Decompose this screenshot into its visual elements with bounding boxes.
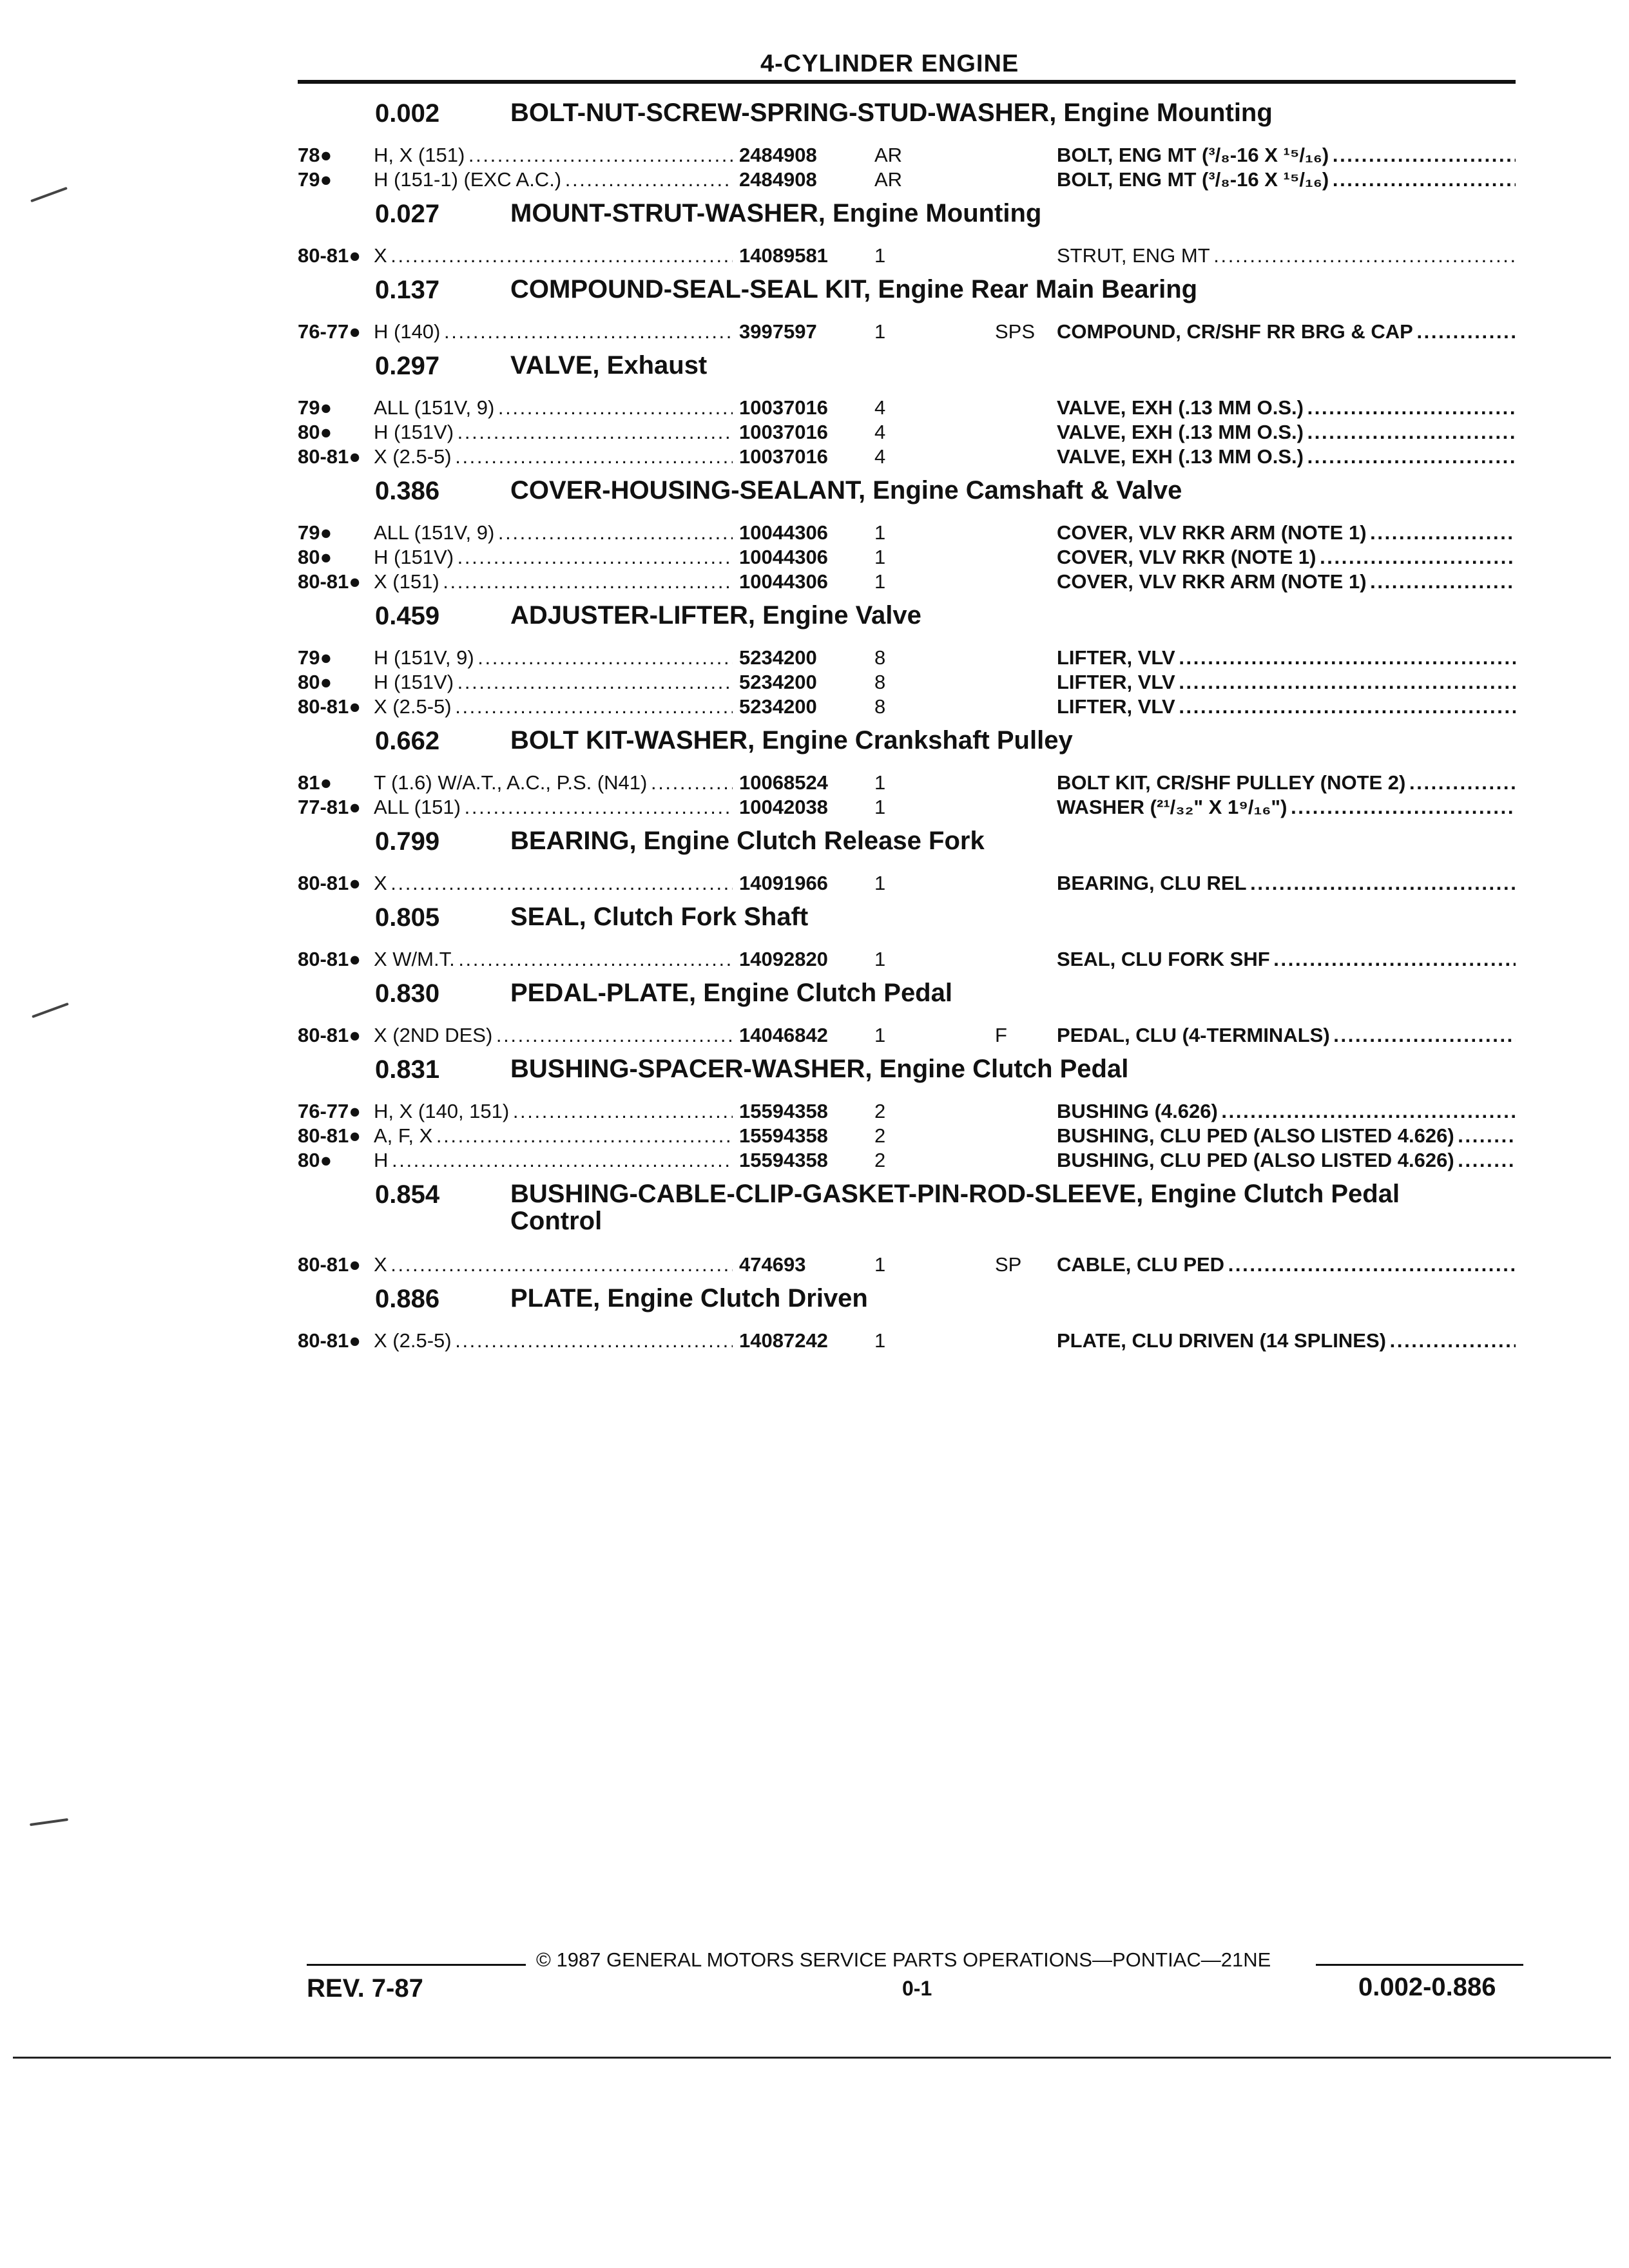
application: ALL (151V, 9) . . . xyxy=(374,396,799,419)
footer-rule-right xyxy=(1316,1964,1523,1966)
section-title: PEDAL-PLATE, Engine Clutch Pedal xyxy=(510,979,952,1007)
part-number: 474693 xyxy=(733,1253,805,1277)
part-number: 10042038 xyxy=(733,795,828,820)
application: X . . . xyxy=(374,1253,799,1276)
application: ALL (151) . . . xyxy=(374,796,799,818)
part-description: COMPOUND, CR/SHF RR BRG & CAP . . . xyxy=(1057,320,1516,343)
application: X . . . xyxy=(374,872,799,894)
part-row xyxy=(298,1124,1516,1148)
section-number: 0.886 xyxy=(375,1285,440,1313)
application: H (140) . . . xyxy=(374,320,799,343)
quantity: 1 xyxy=(874,521,886,544)
parts-section xyxy=(298,1177,1516,1277)
section-number: 0.831 xyxy=(375,1055,440,1084)
section-header xyxy=(298,899,1516,947)
quantity: 8 xyxy=(874,646,886,669)
part-description: BOLT, ENG MT (³/₈-16 X ¹⁵/₁₆) . . . xyxy=(1057,144,1516,166)
model-year: 76-77● xyxy=(298,1100,361,1122)
parts-list xyxy=(298,95,1516,1357)
description-cell xyxy=(1057,1253,1516,1277)
parts-section xyxy=(298,899,1516,972)
quantity: 2 xyxy=(874,1124,886,1147)
part-row xyxy=(298,670,1516,695)
part-description: LIFTER, VLV . . . xyxy=(1057,695,1516,718)
description-cell xyxy=(1057,1023,1516,1048)
parts-section xyxy=(298,1281,1516,1353)
model-year: 80-81● xyxy=(298,1329,361,1352)
section-header xyxy=(298,1177,1516,1253)
part-description: BEARING, CLU REL . . . xyxy=(1057,872,1516,894)
description-cell xyxy=(1057,396,1516,420)
part-number: 15594358 xyxy=(733,1148,828,1173)
application: H (151-1) (EXC A.C.) . . . xyxy=(374,168,799,191)
quantity: 1 xyxy=(874,872,886,894)
model-year: 80-81● xyxy=(298,948,361,970)
source-code: SPS xyxy=(995,320,1036,343)
section-header xyxy=(298,348,1516,396)
quantity: 4 xyxy=(874,445,886,468)
section-number: 0.830 xyxy=(375,979,440,1008)
model-year: 81● xyxy=(298,771,333,794)
part-description: BOLT, ENG MT (³/₈-16 X ¹⁵/₁₆) . . . xyxy=(1057,168,1516,191)
part-row xyxy=(298,1253,1516,1277)
parts-section xyxy=(298,95,1516,192)
description-cell xyxy=(1057,244,1516,268)
section-number: 0.854 xyxy=(375,1180,440,1209)
section-header xyxy=(298,272,1516,320)
part-row xyxy=(298,947,1516,972)
application: H (151V) . . . xyxy=(374,671,799,693)
part-description: VALVE, EXH (.13 MM O.S.) . . . xyxy=(1057,445,1516,468)
model-year: 77-81● xyxy=(298,796,361,818)
page-number: 0-1 xyxy=(902,1977,932,2000)
section-title: MOUNT-STRUT-WASHER, Engine Mounting xyxy=(510,199,1042,227)
part-row xyxy=(298,795,1516,820)
section-title: ADJUSTER-LIFTER, Engine Valve xyxy=(510,601,921,629)
description-cell xyxy=(1057,695,1516,719)
part-number: 14091966 xyxy=(733,871,828,896)
part-row xyxy=(298,1023,1516,1048)
quantity: 1 xyxy=(874,570,886,593)
section-title: BOLT-NUT-SCREW-SPRING-STUD-WASHER, Engine Mounting xyxy=(510,99,1273,127)
source-code: F xyxy=(995,1024,1007,1046)
part-row xyxy=(298,1329,1516,1353)
part-row xyxy=(298,646,1516,670)
application: H (151V, 9) . . . xyxy=(374,646,799,669)
application: X (151) . . . xyxy=(374,570,799,593)
model-year: 80-81● xyxy=(298,570,361,593)
quantity: 1 xyxy=(874,1024,886,1046)
quantity: 4 xyxy=(874,421,886,443)
quantity: AR xyxy=(874,144,903,166)
model-year: 80-81● xyxy=(298,1253,361,1276)
application: X . . . xyxy=(374,244,799,267)
part-row xyxy=(298,771,1516,795)
application: H (151V) . . . xyxy=(374,421,799,443)
section-number: 0.027 xyxy=(375,200,440,228)
model-year: 78● xyxy=(298,144,333,166)
description-cell xyxy=(1057,570,1516,594)
part-row xyxy=(298,396,1516,420)
section-title: COVER-HOUSING-SEALANT, Engine Camshaft & Valve xyxy=(510,476,1182,505)
description-cell xyxy=(1057,670,1516,695)
part-description: BOLT KIT, CR/SHF PULLEY (NOTE 2) . . . xyxy=(1057,771,1516,794)
model-year: 79● xyxy=(298,396,333,419)
part-description: VALVE, EXH (.13 MM O.S.) . . . xyxy=(1057,421,1516,443)
description-cell xyxy=(1057,320,1516,344)
part-number: 5234200 xyxy=(733,646,817,670)
scan-mark xyxy=(32,1003,69,1018)
section-header xyxy=(298,473,1516,521)
part-number: 10068524 xyxy=(733,771,828,795)
scan-mark xyxy=(30,1818,68,1826)
part-row xyxy=(298,1148,1516,1173)
part-number: 15594358 xyxy=(733,1099,828,1124)
application: H . . . xyxy=(374,1149,799,1171)
part-row xyxy=(298,871,1516,896)
quantity: 8 xyxy=(874,671,886,693)
application: H, X (151) . . . xyxy=(374,144,799,166)
model-year: 80● xyxy=(298,421,333,443)
section-title: BUSHING-SPACER-WASHER, Engine Clutch Pedal xyxy=(510,1055,1129,1083)
model-year: 79● xyxy=(298,168,333,191)
quantity: 1 xyxy=(874,244,886,267)
section-number: 0.799 xyxy=(375,827,440,856)
quantity: 1 xyxy=(874,1329,886,1352)
description-cell xyxy=(1057,795,1516,820)
parts-section xyxy=(298,348,1516,469)
section-number: 0.002 xyxy=(375,99,440,128)
page-title: 4-CYLINDER ENGINE xyxy=(760,50,1019,77)
quantity: 1 xyxy=(874,796,886,818)
model-year: 79● xyxy=(298,646,333,669)
scan-mark xyxy=(30,187,68,202)
description-cell xyxy=(1057,1329,1516,1353)
description-cell xyxy=(1057,771,1516,795)
application: A, F, X . . . xyxy=(374,1124,799,1147)
model-year: 80-81● xyxy=(298,445,361,468)
section-title: BUSHING-CABLE-CLIP-GASKET-PIN-ROD-SLEEVE, Engine Clutch Pedal Control xyxy=(510,1180,1400,1235)
description-cell xyxy=(1057,545,1516,570)
application: ALL (151V, 9) . . . xyxy=(374,521,799,544)
footer-rule-left xyxy=(307,1964,526,1966)
parts-section xyxy=(298,975,1516,1048)
section-header xyxy=(298,1281,1516,1329)
description-cell xyxy=(1057,420,1516,445)
part-row xyxy=(298,143,1516,168)
part-row xyxy=(298,320,1516,344)
description-cell xyxy=(1057,143,1516,168)
part-row xyxy=(298,545,1516,570)
source-code: SP xyxy=(995,1253,1022,1276)
part-description: SEAL, CLU FORK SHF . . . xyxy=(1057,948,1516,970)
application: X W/M.T. . . . xyxy=(374,948,799,970)
revision-label: REV. 7-87 xyxy=(307,1974,423,2003)
description-cell xyxy=(1057,1148,1516,1173)
description-cell xyxy=(1057,947,1516,972)
application: X (2ND DES) . . . xyxy=(374,1024,799,1046)
part-number: 10044306 xyxy=(733,521,828,545)
model-year: 80-81● xyxy=(298,1124,361,1147)
model-year: 79● xyxy=(298,521,333,544)
part-number: 3997597 xyxy=(733,320,817,344)
section-number: 0.386 xyxy=(375,477,440,505)
part-description: PLATE, CLU DRIVEN (14 SPLINES) . . . xyxy=(1057,1329,1516,1352)
description-cell xyxy=(1057,521,1516,545)
part-number: 10044306 xyxy=(733,570,828,594)
section-header xyxy=(298,598,1516,646)
description-cell xyxy=(1057,1099,1516,1124)
part-row xyxy=(298,570,1516,594)
model-year: 80● xyxy=(298,671,333,693)
part-description: VALVE, EXH (.13 MM O.S.) . . . xyxy=(1057,396,1516,419)
application: T (1.6) W/A.T., A.C., P.S. (N41) . . . xyxy=(374,771,799,794)
part-description: LIFTER, VLV . . . xyxy=(1057,646,1516,669)
quantity: AR xyxy=(874,168,903,191)
part-number: 10037016 xyxy=(733,445,828,469)
model-year: 80-81● xyxy=(298,244,361,267)
section-header xyxy=(298,1052,1516,1099)
part-number: 14092820 xyxy=(733,947,828,972)
description-cell xyxy=(1057,1124,1516,1148)
section-title: COMPOUND-SEAL-SEAL KIT, Engine Rear Main Bearing xyxy=(510,275,1198,303)
part-number: 5234200 xyxy=(733,670,817,695)
quantity: 4 xyxy=(874,396,886,419)
section-range: 0.002-0.886 xyxy=(1358,1973,1496,2001)
part-row xyxy=(298,695,1516,719)
application: X (2.5-5) . . . xyxy=(374,1329,799,1352)
quantity: 1 xyxy=(874,1253,886,1276)
part-number: 2484908 xyxy=(733,143,817,168)
part-number: 14089581 xyxy=(733,244,828,268)
application: X (2.5-5) . . . xyxy=(374,445,799,468)
section-number: 0.297 xyxy=(375,352,440,380)
model-year: 80-81● xyxy=(298,1024,361,1046)
application: X (2.5-5) . . . xyxy=(374,695,799,718)
bottom-rule xyxy=(13,2057,1611,2059)
section-title: BOLT KIT-WASHER, Engine Crankshaft Pulley xyxy=(510,726,1073,754)
part-number: 14046842 xyxy=(733,1023,828,1048)
part-description: BUSHING, CLU PED (ALSO LISTED 4.626) . . . xyxy=(1057,1149,1516,1171)
part-row xyxy=(298,420,1516,445)
part-description: BUSHING (4.626) . . . xyxy=(1057,1100,1516,1122)
part-number: 10037016 xyxy=(733,420,828,445)
quantity: 2 xyxy=(874,1149,886,1171)
model-year: 80-81● xyxy=(298,872,361,894)
section-header xyxy=(298,975,1516,1023)
parts-section xyxy=(298,823,1516,896)
part-row xyxy=(298,521,1516,545)
description-cell xyxy=(1057,871,1516,896)
part-description: COVER, VLV RKR ARM (NOTE 1) . . . xyxy=(1057,521,1516,544)
parts-section xyxy=(298,723,1516,820)
model-year: 76-77● xyxy=(298,320,361,343)
parts-section xyxy=(298,272,1516,344)
part-row xyxy=(298,244,1516,268)
section-header xyxy=(298,196,1516,244)
part-number: 5234200 xyxy=(733,695,817,719)
model-year: 80● xyxy=(298,546,333,568)
part-description: STRUT, ENG MT . . . xyxy=(1057,244,1516,267)
application: H (151V) . . . xyxy=(374,546,799,568)
part-description: LIFTER, VLV . . . xyxy=(1057,671,1516,693)
section-number: 0.805 xyxy=(375,903,440,932)
quantity: 1 xyxy=(874,546,886,568)
part-row xyxy=(298,445,1516,469)
section-number: 0.137 xyxy=(375,276,440,304)
part-description: COVER, VLV RKR ARM (NOTE 1) . . . xyxy=(1057,570,1516,593)
part-number: 15594358 xyxy=(733,1124,828,1148)
part-row xyxy=(298,168,1516,192)
section-title: VALVE, Exhaust xyxy=(510,351,708,380)
application: H, X (140, 151) . . . xyxy=(374,1100,799,1122)
section-header xyxy=(298,723,1516,771)
part-number: 10044306 xyxy=(733,545,828,570)
part-description: BUSHING, CLU PED (ALSO LISTED 4.626) . . . xyxy=(1057,1124,1516,1147)
part-number: 2484908 xyxy=(733,168,817,192)
copyright-notice: © 1987 GENERAL MOTORS SERVICE PARTS OPERATIONS—PONTIAC—21NE xyxy=(536,1948,1271,1971)
parts-section xyxy=(298,473,1516,594)
section-header xyxy=(298,95,1516,143)
section-number: 0.662 xyxy=(375,727,440,755)
parts-section xyxy=(298,1052,1516,1173)
section-title: BEARING, Engine Clutch Release Fork xyxy=(510,827,985,855)
quantity: 1 xyxy=(874,948,886,970)
quantity: 2 xyxy=(874,1100,886,1122)
section-number: 0.459 xyxy=(375,602,440,630)
quantity: 1 xyxy=(874,320,886,343)
description-cell xyxy=(1057,168,1516,192)
part-description: PEDAL, CLU (4-TERMINALS) . . . xyxy=(1057,1024,1516,1046)
quantity: 8 xyxy=(874,695,886,718)
model-year: 80● xyxy=(298,1149,333,1171)
section-title: PLATE, Engine Clutch Driven xyxy=(510,1284,868,1312)
description-cell xyxy=(1057,646,1516,670)
part-number: 14087242 xyxy=(733,1329,828,1353)
section-title: SEAL, Clutch Fork Shaft xyxy=(510,903,809,931)
description-cell xyxy=(1057,445,1516,469)
quantity: 1 xyxy=(874,771,886,794)
parts-section xyxy=(298,598,1516,719)
part-description: CABLE, CLU PED . . . xyxy=(1057,1253,1516,1276)
parts-section xyxy=(298,196,1516,268)
part-description: COVER, VLV RKR (NOTE 1) . . . xyxy=(1057,546,1516,568)
section-header xyxy=(298,823,1516,871)
model-year: 80-81● xyxy=(298,695,361,718)
part-row xyxy=(298,1099,1516,1124)
title-rule xyxy=(298,80,1516,84)
part-description: WASHER (²¹/₃₂" X 1⁹/₁₆") . . . xyxy=(1057,796,1516,818)
part-number: 10037016 xyxy=(733,396,828,420)
